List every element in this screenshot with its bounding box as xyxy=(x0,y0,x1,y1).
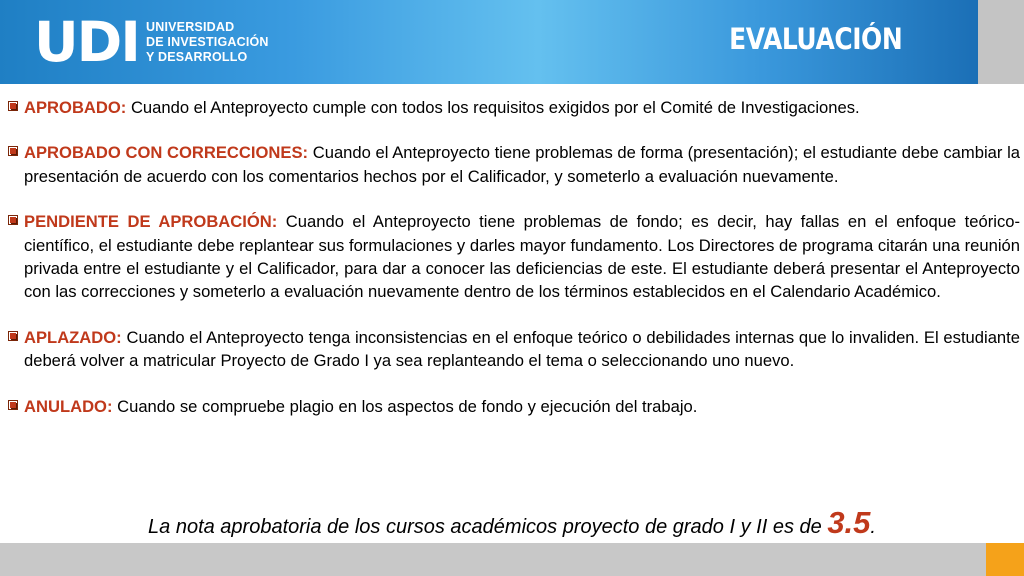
evaluation-list xyxy=(8,96,1020,440)
item-keyword: APROBADO CON CORRECCIONES: xyxy=(24,143,309,163)
list-item xyxy=(8,141,1020,188)
list-item xyxy=(8,96,1020,119)
item-keyword: APLAZADO: xyxy=(24,327,122,347)
logo-mark: UDI xyxy=(34,10,139,74)
slide-title: EVALUACIÓN xyxy=(728,22,902,56)
logo-line-3: Y DESARROLLO xyxy=(146,50,248,64)
logo-line-2: DE INVESTIGACIÓN xyxy=(146,35,269,49)
item-keyword: PENDIENTE DE APROBACIÓN: xyxy=(24,212,278,232)
item-text: Cuando el Anteproyecto cumple con todos los requisitos exigidos por el Comité de Investigaciones. xyxy=(126,98,860,117)
item-text: Cuando el Anteproyecto tiene problemas de fondo; es decir, hay fallas en el enfoque teórico-científico, el estudiante debe replantear sus formulaciones y darles mayor fundamento. Los Directores de programa citarán una reunión privada entre el estudiante y el Calificador, para dar a conocer las deficiencias de este. El estudiante deberá presentar el Anteproyecto con las correcciones y someterlo a evaluación nuevamente dentro de los términos establecidos en el Calendario Académico. xyxy=(24,212,1020,302)
header-banner xyxy=(0,0,978,84)
logo-text xyxy=(146,20,269,65)
footer-orange-accent xyxy=(986,543,1024,576)
passing-grade: 3.5 xyxy=(827,505,871,540)
checkbox-bullet-icon xyxy=(8,331,18,341)
item-text: Cuando se compruebe plagio en los aspectos de fondo y ejecución del trabajo. xyxy=(112,396,698,416)
passing-grade-note xyxy=(0,505,1024,541)
list-item xyxy=(8,395,1020,418)
university-logo xyxy=(34,10,139,74)
note-text: La nota aprobatoria de los cursos académicos proyecto de grado I y II es de xyxy=(148,516,828,538)
header-gray-block xyxy=(978,0,1024,84)
checkbox-bullet-icon xyxy=(8,400,18,410)
item-keyword: APROBADO: xyxy=(24,98,127,117)
item-text: Cuando el Anteproyecto tenga inconsistencias en el enfoque teórico o debilidades internas que lo invaliden. El estudiante deberá volver a matricular Proyecto de Grado I ya sea replanteando el tema o seleccionando uno nuevo. xyxy=(24,327,1020,371)
list-item xyxy=(8,210,1020,304)
checkbox-bullet-icon xyxy=(8,101,18,111)
footer-gray-bar xyxy=(0,543,986,576)
item-keyword: ANULADO: xyxy=(24,396,113,416)
list-item xyxy=(8,326,1020,373)
logo-line-1: UNIVERSIDAD xyxy=(146,20,235,34)
item-text: Cuando el Anteproyecto tiene problemas de forma (presentación); el estudiante debe cambiar la presentación de acuerdo con los comentarios hechos por el Calificador, y someterlo a evaluación nuevamente. xyxy=(24,143,1020,186)
note-end: . xyxy=(870,516,876,538)
checkbox-bullet-icon xyxy=(8,146,18,156)
checkbox-bullet-icon xyxy=(8,215,18,225)
